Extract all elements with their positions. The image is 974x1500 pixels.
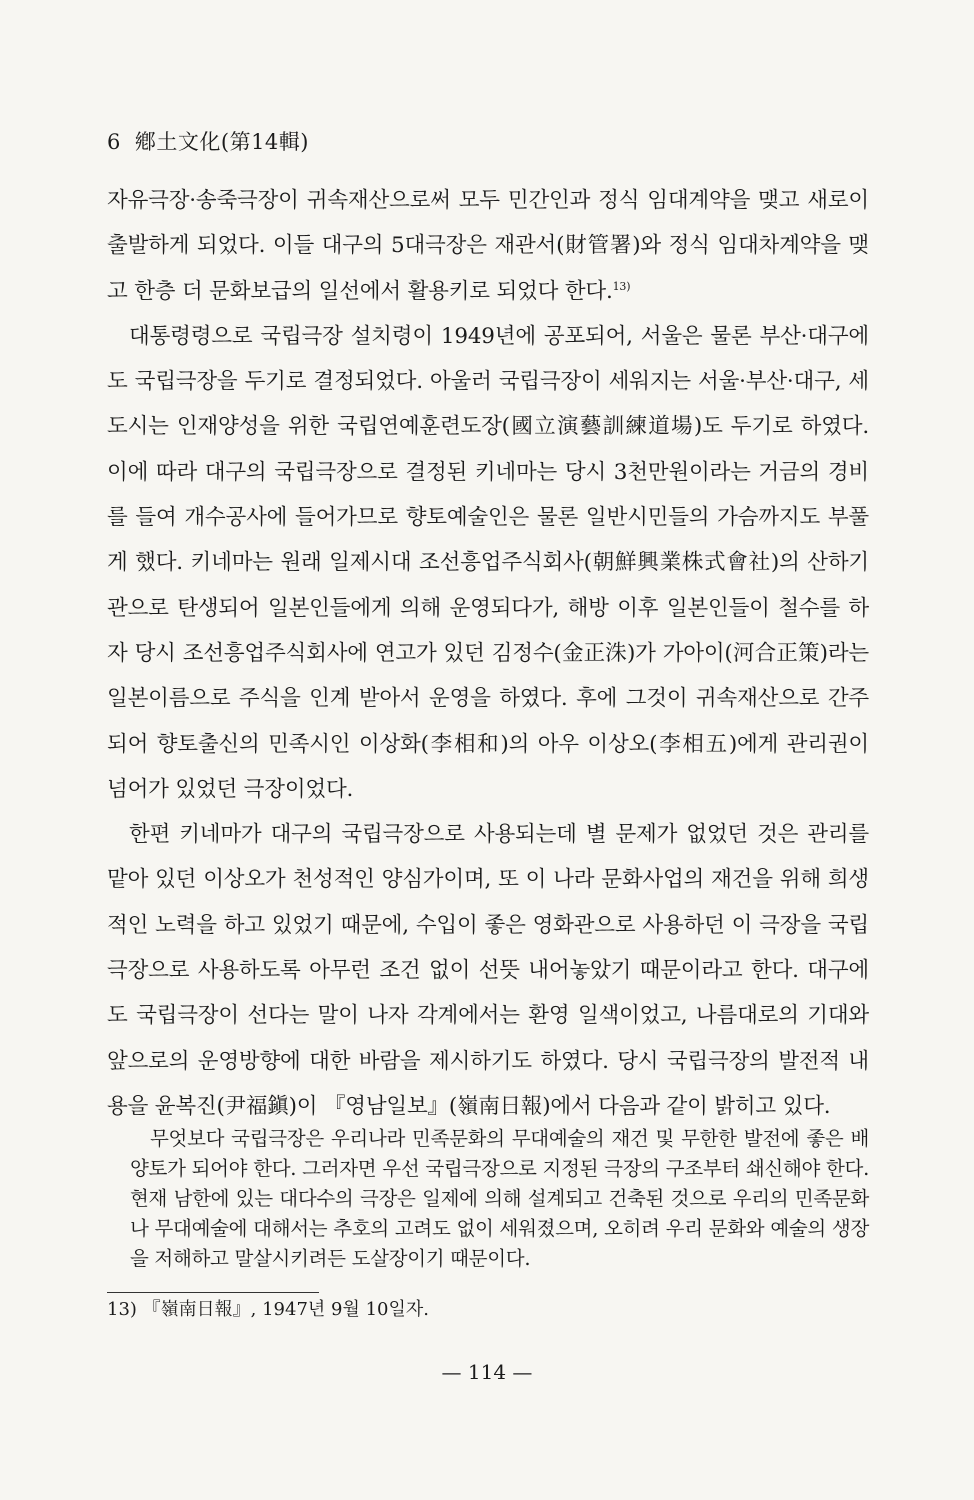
paragraph-2: 대통령령으로 국립극장 설치령이 1949년에 공포되어, 서울은 물론 부산·대구에도 국립극장을 두기로 결정되었다. 아울러 국립극장이 세워지는 서울·부산·대구, 세 도시는 인재양성을 위한 국립연예훈련도장(國立演藝訓練道場)도 두기로 하였다. 이에 따라 대구의 국립극장으로 결정된 키네마는 당시 3천만원이라는 거금의 경비를 들여 개수공사에 들어가므로 향토예술인은 물론 일반시민들의 가슴까지도 부풀게 했다. 키네마는 원래 일제시대 조선흥업주식회사(朝鮮興業株式會社)의 산하기관으로 탄생되어 일본인들에게 의해 운영되다가, 해방 이후 일본인들이 철수를 하자 당시 조선흥업주식회사에 연고가 있던 김정수(金正洙)가 가아이(河合正策)라는 일본이름으로 주식을 인계 받아서 운영을 하였다. 후에 그것이 귀속재산으로 간주되어 향토출신의 민족시인 이상화(李相和)의 아우 이상오(李相五)에게 관리권이 넘어가 있었던 극장이었다. [107, 323, 869, 802]
block-quote: 무엇보다 국립극장은 우리나라 민족문화의 무대예술의 재건 및 무한한 발전에 좋은 배양토가 되어야 한다. 그러자면 우선 국립극장으로 지정된 극장의 구조부터 쇄신해야 한다. 현재 남한에 있는 대다수의 극장은 일제에 의해 설계되고 건축된 것으로 우리의 민족문화나 무대예술에 대해서는 추호의 고려도 없이 세워졌으며, 오히려 우리 문화와 예술의 생장을 저해하고 말살시키려든 도살장이기 때문이다. [130, 1127, 869, 1270]
footnote-reference: 13) [612, 279, 631, 293]
footnote: 13) 『嶺南日報』, 1947년 9월 10일자. [107, 1299, 429, 1320]
header-journal-title: 鄕土文化(第14輯) [134, 130, 309, 154]
paragraph-1 [107, 178, 869, 314]
footnote-divider [107, 1292, 319, 1293]
body-text [107, 178, 869, 1129]
paragraph-3: 한편 키네마가 대구의 국립극장으로 사용되는데 별 문제가 없었던 것은 관리를 맡아 있던 이상오가 천성적인 양심가이며, 또 이 나라 문화사업의 재건을 위해 희생적인 노력을 하고 있었기 때문에, 수입이 좋은 영화관으로 사용하던 이 극장을 국립극장으로 사용하도록 아무런 조건 없이 선뜻 내어놓았기 때문이라고 한다. 대구에도 국립극장이 선다는 말이 나자 각계에서는 환영 일색이었고, 나름대로의 기대와 앞으로의 운영방향에 대한 바람을 제시하기도 하였다. 당시 국립극장의 발전적 내용을 윤복진(尹福鎭)이 『영남일보』(嶺南日報)에서 다음과 같이 밝히고 있다. [107, 822, 869, 1119]
page-folio: — 114 — [441, 1360, 533, 1384]
running-header [107, 126, 309, 156]
header-page-number: 6 [107, 130, 121, 154]
paragraph-1-text: 자유극장·송죽극장이 귀속재산으로써 모두 민간인과 정식 임대계약을 맺고 새로이 출발하게 되었다. 이들 대구의 5대극장은 재관서(財管署)와 정식 임대차계약을 맺고 한층 더 문화보급의 일선에서 활용키로 되었다 한다. [107, 188, 869, 304]
